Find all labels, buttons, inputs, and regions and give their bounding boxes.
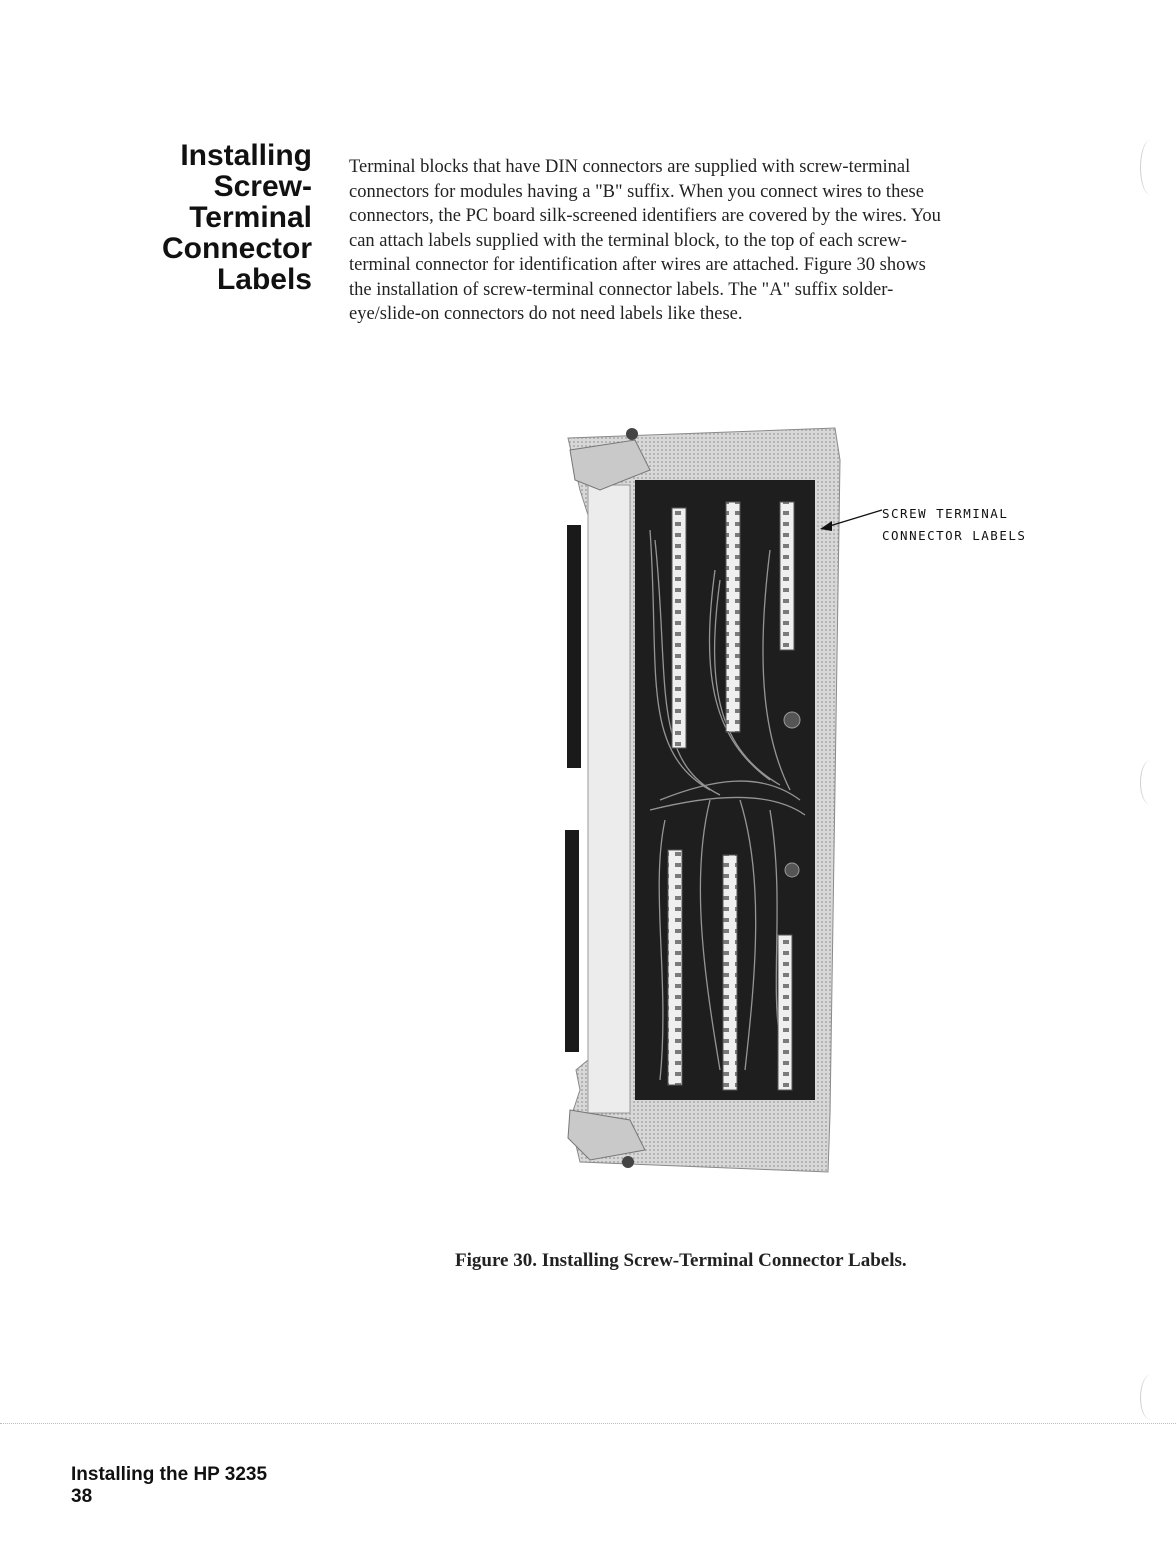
page-divider: [0, 1423, 1176, 1424]
callout-line: CONNECTOR LABELS: [882, 528, 1027, 543]
component: [785, 863, 799, 877]
connector-label: [672, 508, 686, 748]
din-connector-upper: [567, 525, 581, 768]
heading-line: Screw-: [213, 170, 312, 203]
connector-label: [668, 850, 682, 1085]
body-line: connectors, the PC board silk-screened identifiers are covered by the wires. You: [349, 206, 941, 226]
housing-rail: [588, 485, 630, 1113]
binding-hole-mark: [1140, 140, 1161, 195]
heading-line: Connector: [162, 232, 312, 265]
latch-screw: [626, 428, 638, 440]
figure-caption: Figure 30. Installing Screw-Terminal Connector Labels.: [455, 1250, 907, 1271]
din-connector-lower: [565, 830, 579, 1052]
heading-line: Labels: [216, 263, 312, 296]
connector-label: [778, 935, 792, 1090]
body-line: Terminal blocks that have DIN connectors are supplied with screw-terminal: [349, 157, 911, 177]
heading-line: Terminal: [189, 201, 312, 234]
section-heading: [120, 140, 312, 295]
footer-title: Installing the HP 3235: [71, 1464, 268, 1485]
connector-label: [726, 502, 740, 732]
body-line: can attach labels supplied with the terminal block, to the top of each screw-: [349, 230, 907, 251]
body-line: terminal connector for identification after wires are attached. Figure 30 shows: [349, 255, 926, 275]
component: [784, 712, 800, 728]
page-footer: [71, 1464, 267, 1508]
connector-label: [723, 855, 737, 1090]
figure-callout: [882, 503, 1026, 547]
latch-screw: [622, 1156, 634, 1168]
binding-hole-mark: [1140, 1375, 1161, 1420]
binding-hole-mark: [1140, 760, 1161, 805]
body-line: the installation of screw-terminal connector labels. The "A" suffix solder-: [349, 279, 894, 300]
body-line: eye/slide-on connectors do not need labels like these.: [349, 304, 743, 324]
connector-label: [780, 502, 794, 650]
body-line: connectors for modules having a "B" suffix. When you connect wires to these: [349, 181, 924, 202]
callout-leader: [820, 500, 890, 540]
heading-line: Installing: [180, 139, 312, 172]
terminal-block-photo: [540, 420, 850, 1185]
page-number: 38: [71, 1486, 93, 1507]
body-paragraph: [349, 155, 1094, 327]
callout-line: SCREW TERMINAL: [882, 506, 1009, 521]
